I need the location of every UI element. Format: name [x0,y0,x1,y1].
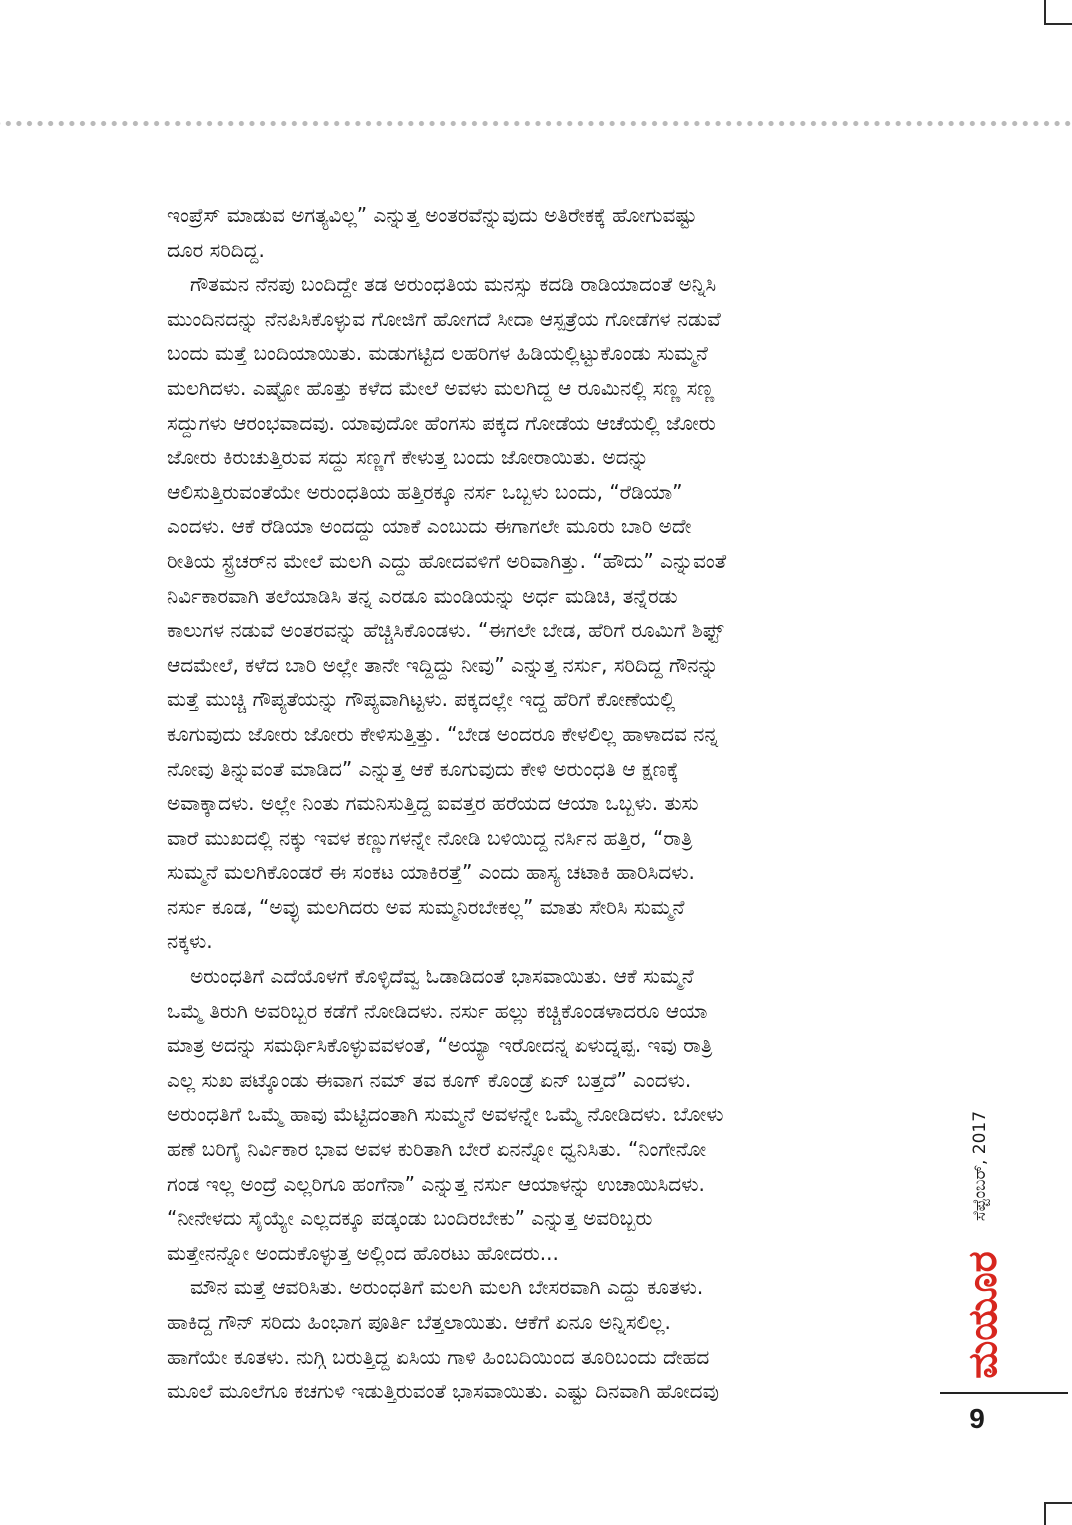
text-line: ಮತ್ತೇನನ್ನೋ ಅಂದುಕೊಳ್ಳುತ್ತ ಅಲ್ಲಿಂದ ಹೊರಟು ಹೋದರು... [167,1240,559,1265]
folio-rule [940,1392,1068,1394]
paragraph [167,959,919,1270]
text-line: ನಿರ್ವಿಕಾರವಾಗಿ ತಲೆಯಾಡಿಸಿ ತನ್ನ ಎರಡೂ ಮಂಡಿಯನ್ನು ಅರ್ಧ ಮಡಿಚಿ, ತನ್ನೆರಡು [167,583,678,608]
text-line: ಬಂದು ಮತ್ತೆ ಬಂದಿಯಾಯಿತು. ಮಡುಗಟ್ಟಿದ ಲಹರಿಗಳ ಹಿಡಿಯಲ್ಲಿಟ್ಟುಕೊಂಡು ಸುಮ್ಮನೆ [167,341,708,366]
issue-date: ಸೆಪ್ಟೆಂಬರ್, 2017 [970,1110,990,1222]
text-line: ಮೂಲೆ ಮೂಲೆಗೂ ಕಚಗುಳಿ ಇಡುತ್ತಿರುವಂತೆ ಭಾಸವಾಯಿತು. ಎಷ್ಟು ದಿನವಾಗಿ ಹೋದವು [167,1379,719,1404]
text-line: ಸದ್ದುಗಳು ಆರಂಭವಾದವು. ಯಾವುದೋ ಹೆಂಗಸು ಪಕ್ಕದ ಗೋಡೆಯ ಆಚೆಯಲ್ಲಿ ಜೋರು [167,410,716,435]
text-line: ಮೌನ ಮತ್ತೆ ಆವರಿಸಿತು. ಅರುಂಧತಿಗೆ ಮಲಗಿ ಮಲಗಿ ಬೇಸರವಾಗಿ ಎದ್ದು ಕೂತಳು. [190,1275,704,1300]
text-line: ನಕ್ಕಳು. [167,929,213,954]
text-line: ಗೌತಮನ ನೆನಪು ಬಂದಿದ್ದೇ ತಡ ಅರುಂಧತಿಯ ಮನಸ್ಸು ಕದಡಿ ರಾಡಿಯಾದಂತೆ ಅನ್ನಿಸಿ [190,272,717,297]
text-line: ಆಲಿಸುತ್ತಿರುವಂತೆಯೇ ಅರುಂಧತಿಯ ಹತ್ತಿರಕ್ಕೂ ನರ್ಸ ಒಬ್ಬಳು ಬಂದು, “ರೆಡಿಯಾ” [167,479,683,504]
paragraph [167,1270,919,1408]
text-line: ನರ್ಸು ಕೂಡ, “ಅವ್ಳು ಮಲಗಿದರು ಅವ ಸುಮ್ಮನಿರಬೇಕಲ್ಲ” ಮಾತು ಸೇರಿಸಿ ಸುಮ್ಮನೆ [167,894,685,919]
text-line: ರೀತಿಯ ಸ್ಟ್ರೆಚರ್‌ನ ಮೇಲೆ ಮಲಗಿ ಎದ್ದು ಹೋದವಳಿಗೆ ಅರಿವಾಗಿತ್ತು. “ಹೌದು” ಎನ್ನುವಂತೆ [167,548,727,573]
text-line: ಹಣೆ ಬರಿಗೈ ನಿರ್ವಿಕಾರ ಭಾವ ಅವಳ ಕುರಿತಾಗಿ ಬೇರೆ ಏನನ್ನೋ ಧ್ವನಿಸಿತು. “ನಿಂಗೇನೋ [167,1137,707,1162]
crop-mark-bottom-right-horizontal [1044,1502,1072,1504]
text-line: ಹಾಕಿದ್ದ ಗೌನ್ ಸರಿದು ಹಿಂಭಾಗ ಪೂರ್ತಿ ಬೆತ್ತಲಾಯಿತು. ಆಕೆಗೆ ಏನೂ ಅನ್ನಿಸಲಿಲ್ಲ. [167,1310,671,1334]
text-line: ನೋವು ತಿನ್ನುವಂತೆ ಮಾಡಿದ” ಎನ್ನುತ್ತ ಆಕೆ ಕೂಗುವುದು ಕೇಳಿ ಅರುಂಧತಿ ಆ ಕ್ಷಣಕ್ಕೆ [167,756,679,781]
text-line: ಕಾಲುಗಳ ನಡುವೆ ಅಂತರವನ್ನು ಹೆಚ್ಚಿಸಿಕೊಂಡಳು. “ಈಗಲೇ ಬೇಡ, ಹೆರಿಗೆ ರೂಮಿಗೆ ಶಿಫ್ಟ್ [167,618,724,643]
article-body [167,198,919,1409]
text-line: ಜೋರು ಕಿರುಚುತ್ತಿರುವ ಸದ್ದು ಸಣ್ಣಗೆ ಕೇಳುತ್ತ ಬಂದು ಜೋರಾಯಿತು. ಅದನ್ನು [167,445,649,470]
text-line: ಹಾಗೆಯೇ ಕೂತಳು. ನುಗ್ಗಿ ಬರುತ್ತಿದ್ದ ಏಸಿಯ ಗಾಳಿ ಹಿಂಬದಿಯಿಂದ ತೂರಿಬಂದು ದೇಹದ [167,1344,710,1369]
text-line: ಒಮ್ಮೆ ತಿರುಗಿ ಅವರಿಬ್ಬರ ಕಡೆಗೆ ನೋಡಿದಳು. ನರ್ಸು ಹಲ್ಲು ಕಚ್ಚಿಕೊಂಡಳಾದರೂ ಆಯಾ [167,998,708,1023]
text-line: ವಾರೆ ಮುಖದಲ್ಲಿ ನಕ್ಕು ಇವಳ ಕಣ್ಣುಗಳನ್ನೇ ನೋಡಿ ಬಳಿಯಿದ್ದ ನರ್ಸಿನ ಹತ್ತಿರ, “ರಾತ್ರಿ [167,825,693,850]
text-line: ದೂರ ಸರಿದಿದ್ದ. [167,237,265,262]
text-line: ಕೂಗುವುದು ಜೋರು ಜೋರು ಕೇಳಿಸುತ್ತಿತ್ತು. “ಬೇಡ ಅಂದರೂ ಕೇಳಲಿಲ್ಲ ಹಾಳಾದವ ನನ್ನ [167,721,719,746]
text-line: ಅವಾಕ್ಕಾದಳು. ಅಲ್ಲೇ ನಿಂತು ಗಮನಿಸುತ್ತಿದ್ದ ಐವತ್ತರ ಹರೆಯದ ಆಯಾ ಒಬ್ಬಳು. ತುಸು [167,791,699,816]
text-line: ಅರುಂಧತಿಗೆ ಎದೆಯೊಳಗೆ ಕೊಳ್ಳಿದೆವ್ವ ಓಡಾಡಿದಂತೆ ಭಾಸವಾಯಿತು. ಆಕೆ ಸುಮ್ಮನೆ [190,964,694,989]
paragraph [167,198,919,267]
text-line: ಗಂಡ ಇಲ್ಲ ಅಂದ್ರೆ ಎಲ್ಲರಿಗೂ ಹಂಗೆನಾ” ಎನ್ನುತ್ತ ನರ್ಸು ಆಯಾಳನ್ನು ಉಚಾಯಿಸಿದಳು. [167,1171,705,1196]
text-line: ಇಂಪ್ರೆಸ್ ಮಾಡುವ ಅಗತ್ಯವಿಲ್ಲ” ಎನ್ನುತ್ತ ಅಂತರವೆನ್ನುವುದು ಅತಿರೇಕಕ್ಕೆ ಹೋಗುವಷ್ಟು [167,203,697,227]
text-line: ಮುಂದಿನದನ್ನು ನೆನಪಿಸಿಕೊಳ್ಳುವ ಗೋಜಿಗೆ ಹೋಗದೆ ಸೀದಾ ಆಸ್ಪತ್ರೆಯ ಗೋಡೆಗಳ ನಡುವೆ [167,306,721,331]
text-line: ಎಂದಳು. ಆಕೆ ರೆಡಿಯಾ ಅಂದದ್ದು ಯಾಕೆ ಎಂಬುದು ಈಗಾಗಲೇ ಮೂರು ಬಾರಿ ಅದೇ [167,514,692,539]
text-line: “ನೀನೇಳದು ಸೈಯ್ಯೇ ಎಲ್ಲದಕ್ಕೂ ಪಡ್ಕಂಡು ಬಂದಿರಬೇಕು” ಎನ್ನುತ್ತ ಅವರಿಬ್ಬರು [167,1206,653,1231]
text-line: ಎಲ್ಲ ಸುಖ ಪಟ್ಕೊಂಡು ಈವಾಗ ನಮ್ ತವ ಕೂಗ್ ಕೊಂಡ್ರೆ ಏನ್ ಬತ್ತದೆ” ಎಂದಳು. [167,1067,692,1092]
dotted-divider [0,120,1072,127]
text-line: ಆದಮೇಲೆ, ಕಳೆದ ಬಾರಿ ಅಲ್ಲೇ ತಾನೇ ಇದ್ದಿದ್ದು ನೀವು” ಎನ್ನುತ್ತ ನರ್ಸು, ಸರಿದಿದ್ದ ಗೌನನ್ನು [167,652,719,677]
crop-mark-top-right-vertical [1044,0,1046,24]
paragraph [167,267,919,959]
crop-mark-bottom-right-vertical [1044,1502,1046,1525]
text-line: ಮತ್ತೆ ಮುಚ್ಚಿ ಗೌಪ್ಯತೆಯನ್ನು ಗೌಪ್ಯವಾಗಿಟ್ಟಳು. ಪಕ್ಕದಲ್ಲೇ ಇದ್ದ ಹೆರಿಗೆ ಕೋಣೆಯಲ್ಲಿ [167,687,676,712]
text-line: ಅರುಂಧತಿಗೆ ಒಮ್ಮೆ ಹಾವು ಮೆಟ್ಟಿದಂತಾಗಿ ಸುಮ್ಮನೆ ಅವಳನ್ನೇ ಒಮ್ಮೆ ನೋಡಿದಳು. ಬೋಳು [167,1102,724,1127]
magazine-logo: ಮಯೂರ [960,1251,1006,1379]
text-line: ಮಲಗಿದಳು. ಎಷ್ಟೋ ಹೊತ್ತು ಕಳೆದ ಮೇಲೆ ಅವಳು ಮಲಗಿದ್ದ ಆ ರೂಮಿನಲ್ಲಿ ಸಣ್ಣ ಸಣ್ಣ [167,375,715,400]
crop-mark-top-right-horizontal [1044,23,1072,25]
page-number: 9 [969,1403,985,1434]
text-line: ಮಾತ್ರ ಅದನ್ನು ಸಮರ್ಥಿಸಿಕೊಳ್ಳುವವಳಂತೆ, “ಅಯ್ಯಾ ಇರೋದನ್ನ ಏಳುದ್ನಪ್ಪ. ಇವು ರಾತ್ರಿ [167,1033,713,1058]
text-line: ಸುಮ್ಮನೆ ಮಲಗಿಕೊಂಡರೆ ಈ ಸಂಕಟ ಯಾಕಿರತ್ತೆ” ಎಂದು ಹಾಸ್ಯ ಚಟಾಕಿ ಹಾರಿಸಿದಳು. [167,860,695,885]
